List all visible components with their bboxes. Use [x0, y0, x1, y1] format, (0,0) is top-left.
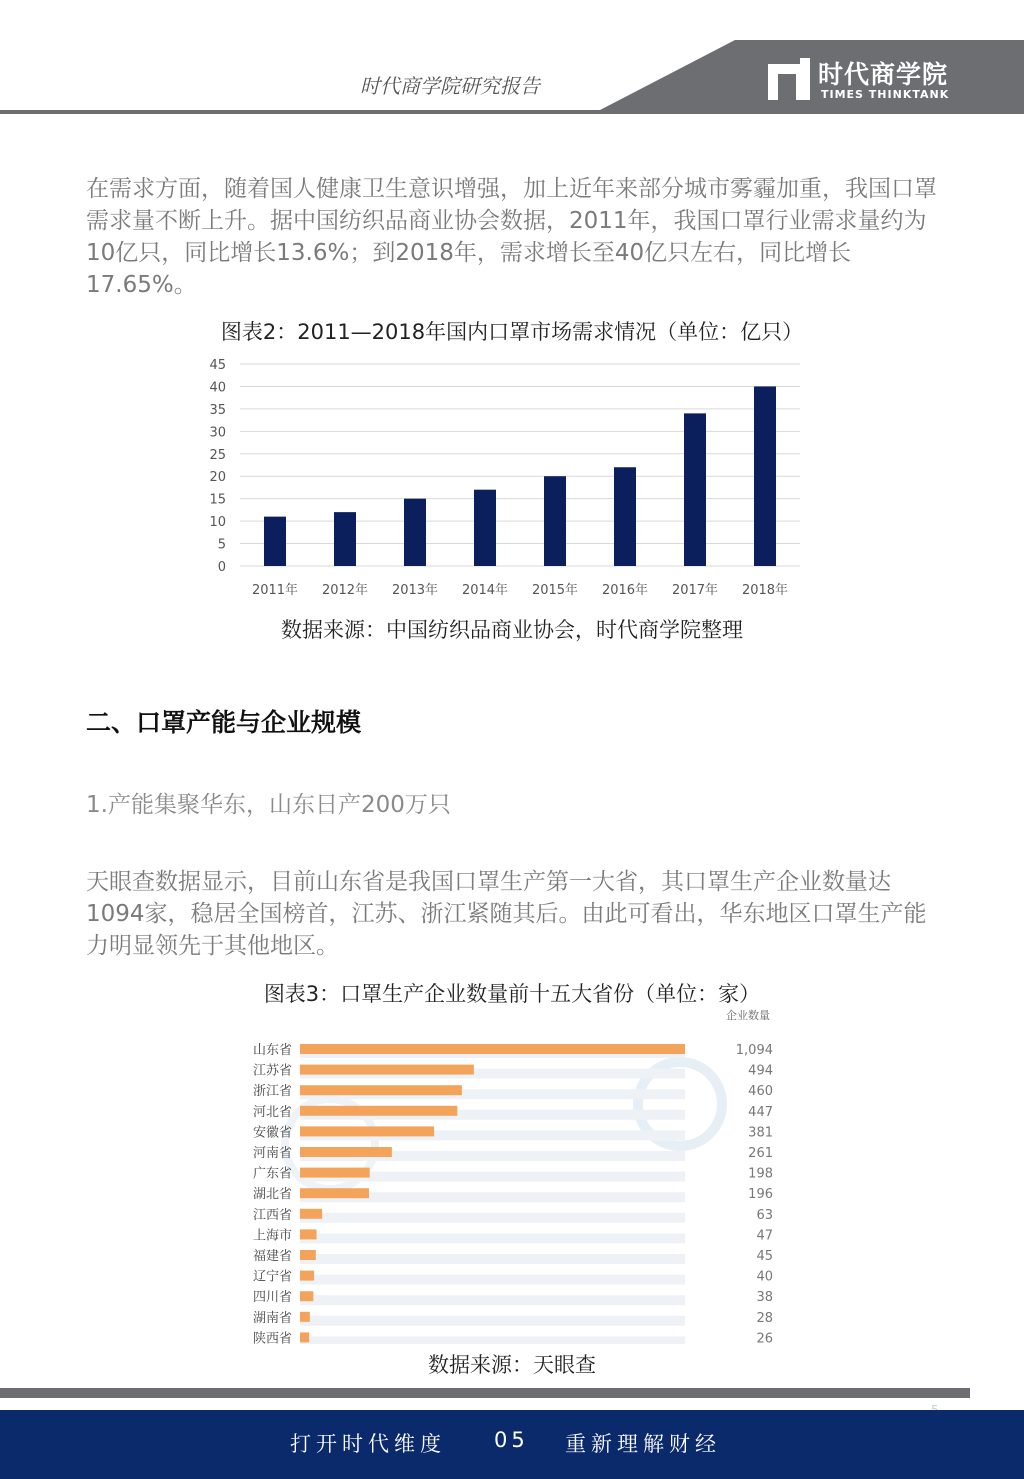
data-label: 447: [748, 1104, 773, 1120]
bar: [404, 499, 426, 566]
category-label: 辽宁省: [252, 1269, 292, 1285]
bar: [300, 1312, 310, 1322]
times-logo-icon: [768, 58, 810, 100]
bar: [300, 1250, 316, 1260]
bar: [474, 490, 496, 566]
footer-page-label: 05: [494, 1428, 529, 1452]
y-tick-label: 40: [209, 380, 226, 396]
data-label: 196: [748, 1187, 773, 1203]
x-tick-label: 2013年: [391, 583, 439, 598]
bar: [544, 476, 566, 566]
category-label: 山东省: [252, 1043, 292, 1058]
y-tick-label: 15: [209, 492, 226, 508]
category-label: 四川省: [252, 1290, 292, 1306]
data-label: 494: [748, 1063, 773, 1079]
chart2-title: 图表2：2011—2018年国内口罩市场需求情况（单位：亿只）: [220, 320, 804, 344]
footer-slogan-right: 重新理解财经: [565, 1432, 721, 1456]
y-tick-label: 35: [209, 402, 226, 418]
chart3-source: 数据来源：天眼查: [428, 1353, 596, 1377]
bar-track: [300, 1336, 685, 1344]
value-column-header: 企业数量: [726, 1009, 770, 1022]
bar-track: [300, 1254, 685, 1264]
bar-track: [300, 1295, 685, 1305]
bar: [300, 1168, 370, 1178]
bar-track: [300, 1233, 685, 1243]
logo-text-en: TIMES THINKTANK: [821, 88, 950, 101]
data-label: 381: [748, 1125, 773, 1141]
bar: [300, 1126, 434, 1136]
x-tick-label: 2012年: [321, 583, 369, 598]
bar-track: [300, 1275, 685, 1285]
bar: [300, 1044, 685, 1054]
category-label: 浙江省: [252, 1084, 292, 1100]
bar: [300, 1065, 474, 1075]
x-tick-label: 2014年: [461, 583, 509, 598]
y-tick-label: 20: [209, 470, 226, 486]
category-label: 陕西省: [252, 1331, 292, 1344]
category-label: 河南省: [252, 1146, 292, 1161]
bar: [300, 1085, 462, 1095]
y-tick-label: 0: [217, 560, 226, 575]
data-label: 38: [756, 1290, 773, 1306]
logo-text-cn: 时代商学院: [818, 60, 949, 89]
data-label: 460: [748, 1084, 773, 1100]
demand-bar-chart: [0, 352, 1024, 602]
enterprise-bar-chart: [0, 1004, 1024, 1344]
x-tick-label: 2017年: [671, 583, 719, 598]
bar: [684, 413, 706, 566]
category-label: 福建省: [252, 1249, 292, 1264]
section-heading: 二、口罩产能与企业规模: [86, 708, 362, 737]
bar: [300, 1229, 317, 1239]
data-label: 45: [756, 1249, 773, 1264]
y-tick-label: 45: [209, 358, 226, 373]
data-label: 198: [748, 1166, 773, 1182]
header-title: 时代商学院研究报告: [360, 74, 540, 98]
category-label: 江西省: [252, 1207, 292, 1223]
x-tick-label: 2015年: [531, 583, 579, 598]
section-paragraph: 天眼查数据显示，目前山东省是我国口罩生产第一大省，其口罩生产企业数量达1094家，稳居全国榜首，江苏、浙江紧随其后。由此可看出，华东地区口罩生产能力明显领先于其他地区。: [86, 869, 927, 959]
bar: [300, 1291, 313, 1301]
y-tick-label: 10: [209, 515, 226, 531]
category-label: 湖北省: [252, 1187, 292, 1203]
bar: [264, 517, 286, 566]
y-tick-label: 5: [217, 537, 226, 553]
category-label: 安徽省: [252, 1125, 292, 1141]
x-tick-label: 2018年: [741, 583, 789, 598]
intro-paragraph: 在需求方面，随着国人健康卫生意识增强，加上近年来部分城市雾霾加重，我国口罩需求量不断上升。据中国纺织品商业协会数据，2011年，我国口罩行业需求量约为10亿只，同比增长13.6%；到2018年，需求增长至40亿只左右，同比增长17.65%。: [86, 176, 937, 298]
data-label: 26: [756, 1331, 773, 1344]
x-tick-label: 2016年: [601, 583, 649, 598]
data-label: 47: [756, 1228, 773, 1244]
data-label: 261: [748, 1146, 773, 1161]
bar: [614, 467, 636, 566]
x-tick-label: 2011年: [251, 583, 299, 598]
footer-slogan-left: 打开时代维度: [290, 1432, 446, 1456]
data-label: 63: [756, 1207, 773, 1223]
section-subheading: 1.产能集聚华东，山东日产200万只: [86, 792, 451, 818]
y-tick-label: 30: [209, 425, 226, 441]
bar: [300, 1332, 309, 1342]
bar: [300, 1106, 457, 1116]
category-label: 河北省: [252, 1104, 292, 1120]
data-label: 28: [756, 1310, 773, 1326]
bar: [300, 1209, 322, 1219]
category-label: 湖南省: [252, 1310, 292, 1326]
data-label: 1,094: [735, 1043, 773, 1058]
bar: [334, 512, 356, 566]
chart2-source: 数据来源：中国纺织品商业协会，时代商学院整理: [281, 618, 743, 642]
category-label: 广东省: [252, 1166, 292, 1182]
bar: [300, 1188, 369, 1198]
bar-track: [300, 1316, 685, 1326]
bar: [300, 1147, 392, 1157]
header-rule: [0, 110, 1024, 114]
footer-rule: [0, 1388, 970, 1398]
category-label: 江苏省: [252, 1063, 292, 1079]
chart3-title: 图表3：口罩生产企业数量前十五大省份（单位：家）: [263, 982, 761, 1006]
bar: [754, 386, 776, 566]
data-label: 40: [756, 1269, 773, 1285]
category-label: 上海市: [252, 1228, 292, 1244]
y-tick-label: 25: [209, 447, 226, 463]
bar: [300, 1271, 314, 1281]
bar-track: [300, 1213, 685, 1223]
